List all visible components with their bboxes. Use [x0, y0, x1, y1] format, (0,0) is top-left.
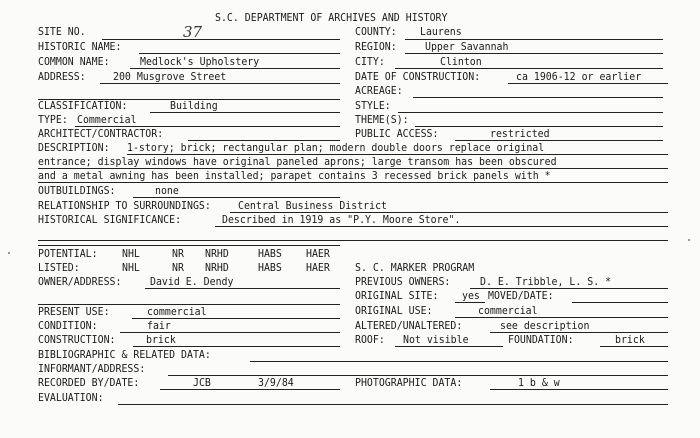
photographic-data-label: PHOTOGRAPHIC DATA: — [355, 376, 463, 389]
historical-significance-value: Described in 1919 as "P.Y. Moore Store". — [222, 213, 461, 226]
original-site-line — [455, 302, 485, 303]
description-line-3: and a metal awning has been installed; parapet contains 3 recessed brick panels with * — [38, 169, 551, 182]
original-use-line — [455, 317, 668, 318]
historical-significance-label: HISTORICAL SIGNIFICANCE: — [38, 213, 182, 226]
original-site-label: ORIGINAL SITE: — [355, 289, 439, 302]
photographic-data-value: 1 b & w — [518, 376, 560, 389]
listed-option-habs: HABS — [258, 261, 282, 274]
form-title: S.C. DEPARTMENT OF ARCHIVES AND HISTORY — [215, 11, 448, 24]
listed-option-nhl: NHL — [122, 261, 140, 274]
present-use-value: commercial — [147, 305, 207, 318]
foundation-line — [600, 346, 668, 347]
type-value: Commercial — [77, 113, 137, 126]
public-access-label: PUBLIC ACCESS: — [355, 127, 439, 140]
potential-option-habs: HABS — [258, 247, 282, 260]
public-access-value: restricted — [490, 127, 550, 140]
outbuildings-line — [133, 197, 340, 198]
owner-value: David E. Dendy — [150, 275, 234, 288]
date-of-construction-value: ca 1906-12 or earlier — [516, 70, 642, 83]
classification-label: CLASSIFICATION: — [38, 99, 128, 112]
recorded-date-value: 3/9/84 — [258, 376, 294, 389]
construction-label: CONSTRUCTION: — [38, 333, 116, 346]
region-label: REGION: — [355, 40, 397, 53]
listed-option-haer: HAER — [306, 261, 330, 274]
potential-option-nrhd: NRHD — [205, 247, 229, 260]
description-underline-3 — [38, 182, 668, 183]
address-line — [100, 83, 340, 84]
acreage-label: ACREAGE: — [355, 84, 403, 97]
foundation-label: FOUNDATION: — [508, 333, 574, 346]
marker-program-label: S. C. MARKER PROGRAM — [355, 261, 475, 274]
themes-label: THEME(S): — [355, 113, 409, 126]
classification-line — [150, 112, 340, 113]
roof-label: ROOF: — [355, 333, 385, 346]
site-no-label: SITE NO. — [38, 25, 86, 38]
listed-option-nrhd: NRHD — [205, 261, 229, 274]
description-label: DESCRIPTION: — [38, 141, 110, 154]
potential-option-nr: NR — [172, 247, 184, 260]
condition-label: CONDITION: — [38, 319, 98, 332]
condition-value: fair — [147, 319, 171, 332]
potential-label: POTENTIAL: — [38, 247, 98, 260]
potential-option-nhl: NHL — [122, 247, 140, 260]
scan-speck — [688, 239, 690, 241]
listed-option-nr: NR — [172, 261, 184, 274]
section-rule-1 — [38, 99, 340, 100]
foundation-value: brick — [615, 333, 645, 346]
original-use-value: commercial — [478, 304, 538, 317]
historic-name-line — [139, 53, 340, 54]
relationship-label: RELATIONSHIP TO SURROUNDINGS: — [38, 199, 211, 212]
date-of-construction-label: DATE OF CONSTRUCTION: — [355, 70, 481, 83]
moved-date-label: MOVED/DATE: — [488, 289, 554, 302]
region-line — [405, 53, 663, 54]
relationship-value: Central Business District — [238, 199, 388, 212]
roof-value: Not visible — [403, 333, 469, 346]
region-value: Upper Savannah — [425, 40, 509, 53]
common-name-line — [130, 68, 340, 69]
owner-label: OWNER/ADDRESS: — [38, 275, 122, 288]
present-use-label: PRESENT USE: — [38, 305, 110, 318]
original-site-value: yes — [462, 289, 480, 302]
outbuildings-label: OUTBUILDINGS: — [38, 184, 116, 197]
bibliographic-line — [250, 361, 668, 362]
moved-date-line — [572, 302, 668, 303]
photographic-data-line — [490, 389, 668, 390]
county-value: Laurens — [420, 25, 462, 38]
style-label: STYLE: — [355, 99, 391, 112]
county-label: COUNTY: — [355, 25, 397, 38]
bibliographic-label: BIBLIOGRAPHIC & RELATED DATA: — [38, 348, 211, 361]
altered-label: ALTERED/UNALTERED: — [355, 319, 463, 332]
owner-line — [145, 288, 340, 289]
altered-value: see description — [500, 319, 590, 332]
roof-line — [395, 346, 503, 347]
description-line-2: entrance; display windows have original paneled aprons; large transom has been obscured — [38, 155, 557, 168]
outbuildings-value: none — [155, 184, 179, 197]
city-line — [395, 68, 663, 69]
architect-label: ARCHITECT/CONTRACTOR: — [38, 127, 164, 140]
recorded-by-value: JCB — [193, 376, 211, 389]
historic-name-label: HISTORIC NAME: — [38, 40, 122, 53]
previous-owners-value: D. E. Tribble, L. S. * — [480, 275, 612, 288]
date-of-construction-line — [508, 83, 668, 84]
acreage-line — [413, 97, 663, 98]
address-label: ADDRESS: — [38, 70, 86, 83]
city-value: Clinton — [440, 55, 482, 68]
scan-speck — [8, 252, 10, 254]
construction-value: brick — [146, 333, 176, 346]
section-rule-2 — [38, 245, 340, 246]
site-no-line — [102, 39, 340, 40]
blank-line-1 — [38, 240, 668, 241]
common-name-label: COMMON NAME: — [38, 55, 110, 68]
construction-line — [133, 346, 340, 347]
recorded-by-line — [160, 389, 340, 390]
city-label: CITY: — [355, 55, 385, 68]
address-value: 200 Musgrove Street — [113, 70, 227, 83]
description-line-1: 1-story; brick; rectangular plan; modern double doors replace original — [127, 141, 545, 154]
recorded-by-label: RECORDED BY/DATE: — [38, 376, 140, 389]
original-use-label: ORIGINAL USE: — [355, 304, 433, 317]
informant-label: INFORMANT/ADDRESS: — [38, 362, 146, 375]
previous-owners-label: PREVIOUS OWNERS: — [355, 275, 451, 288]
historical-significance-line — [215, 226, 668, 227]
evaluation-label: EVALUATION: — [38, 391, 104, 404]
classification-value: Building — [170, 99, 218, 112]
potential-option-haer: HAER — [306, 247, 330, 260]
listed-label: LISTED: — [38, 261, 80, 274]
type-label: TYPE: — [38, 113, 68, 126]
site-no-value: 37 — [183, 23, 203, 41]
evaluation-line — [118, 404, 668, 405]
common-name-value: Medlock's Upholstery — [140, 55, 260, 68]
style-line — [398, 112, 663, 113]
